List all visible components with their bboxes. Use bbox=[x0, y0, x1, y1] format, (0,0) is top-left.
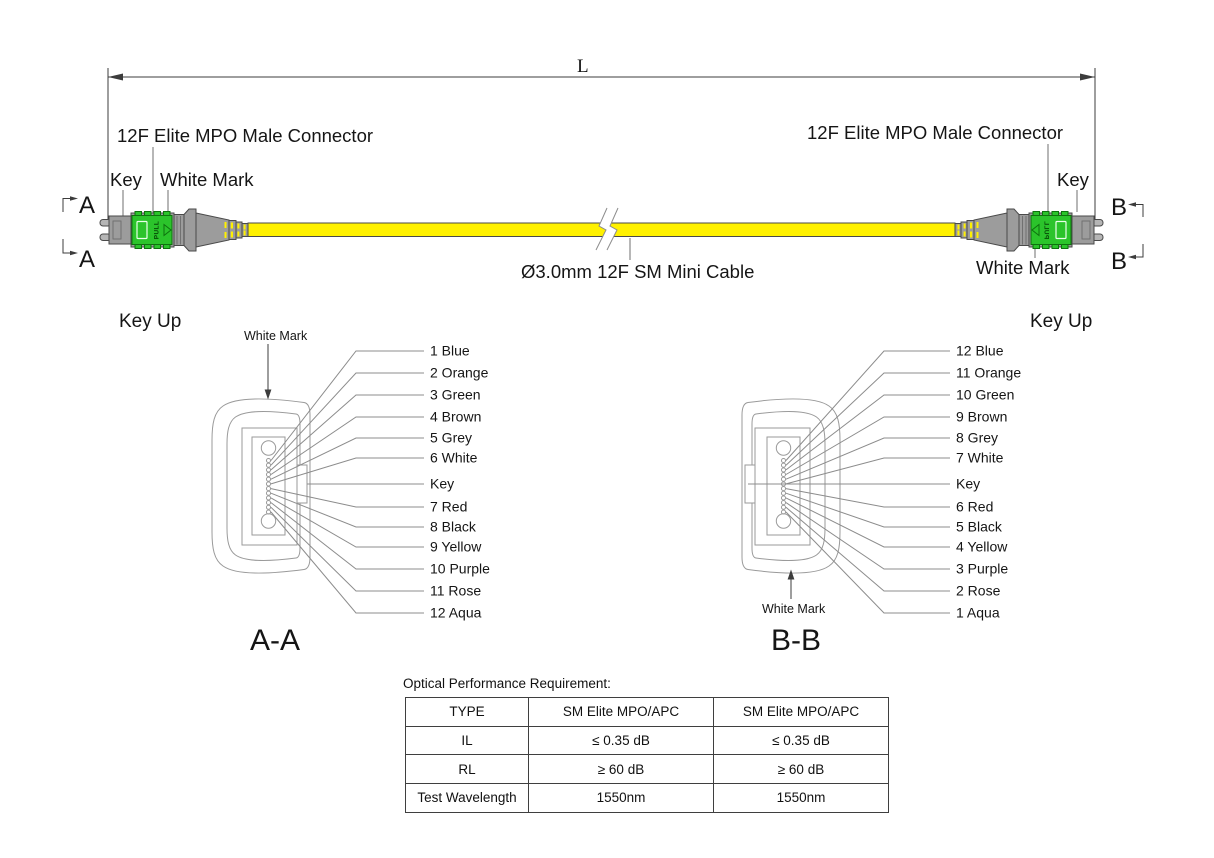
fiber-label: 6 Red bbox=[956, 498, 994, 515]
section-a-bottom-label: A bbox=[79, 246, 96, 273]
fiber-label: 12 Blue bbox=[956, 342, 1004, 359]
table-cell: IL bbox=[406, 726, 529, 755]
fiber-label: 3 Green bbox=[430, 386, 481, 403]
fiber-label: 2 Orange bbox=[430, 364, 489, 381]
fiber-label: 6 White bbox=[430, 449, 478, 466]
fiber-label: 1 Blue bbox=[430, 342, 470, 359]
length-label: L bbox=[577, 56, 589, 77]
section-marker-b-top bbox=[1111, 194, 1143, 221]
fiber-label: 7 White bbox=[956, 449, 1004, 466]
face-a-drawing bbox=[212, 329, 424, 613]
pull-tab bbox=[132, 212, 172, 249]
fiber-label: 3 Purple bbox=[956, 560, 1009, 577]
section-a-top-label: A bbox=[79, 192, 96, 219]
key-label: Key bbox=[956, 475, 981, 492]
pull-tab bbox=[1031, 212, 1071, 249]
table-row bbox=[406, 755, 889, 784]
left-connector-drawing bbox=[100, 209, 248, 251]
face-b-caption: B-B bbox=[771, 624, 822, 657]
fiber-label: 10 Purple bbox=[430, 560, 490, 577]
section-marker-b-bottom bbox=[1111, 244, 1143, 275]
section-b-top-label: B bbox=[1111, 194, 1128, 221]
right-connector-drawing bbox=[955, 209, 1103, 251]
fiber-label: 7 Red bbox=[430, 498, 468, 515]
key-up-right: Key Up bbox=[1030, 311, 1093, 332]
key-label: Key bbox=[430, 475, 455, 492]
face-b-white-mark-pointer bbox=[762, 570, 826, 617]
right-white-mark-label: White Mark bbox=[976, 257, 1070, 278]
pull-text: PULL bbox=[153, 220, 161, 240]
table-cell: ≥ 60 dB bbox=[714, 755, 889, 784]
fiber-label: 9 Brown bbox=[956, 408, 1008, 425]
fiber-label: 1 Aqua bbox=[956, 604, 1000, 621]
right-connector-label: 12F Elite MPO Male Connector bbox=[807, 122, 1064, 143]
table-cell: ≤ 0.35 dB bbox=[529, 726, 714, 755]
face-a-white-mark-label: White Mark bbox=[244, 329, 308, 343]
fiber-label: 2 Rose bbox=[956, 582, 1001, 599]
face-a-labels bbox=[430, 343, 490, 621]
fiber-label: 10 Green bbox=[956, 386, 1015, 403]
right-key-label: Key bbox=[1057, 169, 1089, 190]
table-row bbox=[406, 784, 889, 813]
table-row bbox=[406, 726, 889, 755]
left-connector-label: 12F Elite MPO Male Connector bbox=[117, 125, 374, 146]
table-cell: 1550nm bbox=[714, 784, 889, 813]
fiber-label: 4 Yellow bbox=[956, 538, 1008, 555]
table-cell: 1550nm bbox=[529, 784, 714, 813]
table-row bbox=[406, 698, 889, 727]
table-cell: TYPE bbox=[406, 698, 529, 727]
table-cell: ≥ 60 dB bbox=[529, 755, 714, 784]
fiber-label: 12 Aqua bbox=[430, 604, 482, 621]
cable-label: Ø3.0mm 12F SM Mini Cable bbox=[521, 261, 755, 282]
face-a-caption: A-A bbox=[250, 624, 301, 657]
fiber-label: 8 Black bbox=[430, 518, 476, 535]
key-tab bbox=[297, 465, 307, 503]
key-up-left: Key Up bbox=[119, 311, 182, 332]
section-marker-a-bottom bbox=[63, 239, 95, 273]
fiber-label: 11 Rose bbox=[430, 582, 482, 599]
table-cell: SM Elite MPO/APC bbox=[529, 698, 714, 727]
fiber-label: 4 Brown bbox=[430, 408, 482, 425]
fiber-label: 11 Orange bbox=[956, 364, 1022, 381]
left-key-label: Key bbox=[110, 169, 142, 190]
face-a-white-mark-pointer bbox=[244, 329, 308, 400]
table-cell: SM Elite MPO/APC bbox=[714, 698, 889, 727]
left-white-mark-label: White Mark bbox=[160, 169, 254, 190]
section-b-bottom-label: B bbox=[1111, 248, 1128, 275]
table-title: Optical Performance Requirement: bbox=[403, 676, 611, 691]
fiber-label: 5 Grey bbox=[430, 429, 473, 446]
face-b-white-mark-label: White Mark bbox=[762, 602, 826, 616]
fiber-label: 9 Yellow bbox=[430, 538, 482, 555]
face-b-labels bbox=[956, 343, 1021, 621]
table-cell: Test Wavelength bbox=[406, 784, 529, 813]
face-b-drawing bbox=[742, 351, 950, 616]
optical-performance-table bbox=[405, 697, 889, 813]
fiber-label: 5 Black bbox=[956, 518, 1002, 535]
fiber-label: 8 Grey bbox=[956, 429, 999, 446]
section-marker-a-top bbox=[63, 192, 95, 219]
pull-text: PULL bbox=[1042, 220, 1050, 240]
table-cell: ≤ 0.35 dB bbox=[714, 726, 889, 755]
table-cell: RL bbox=[406, 755, 529, 784]
